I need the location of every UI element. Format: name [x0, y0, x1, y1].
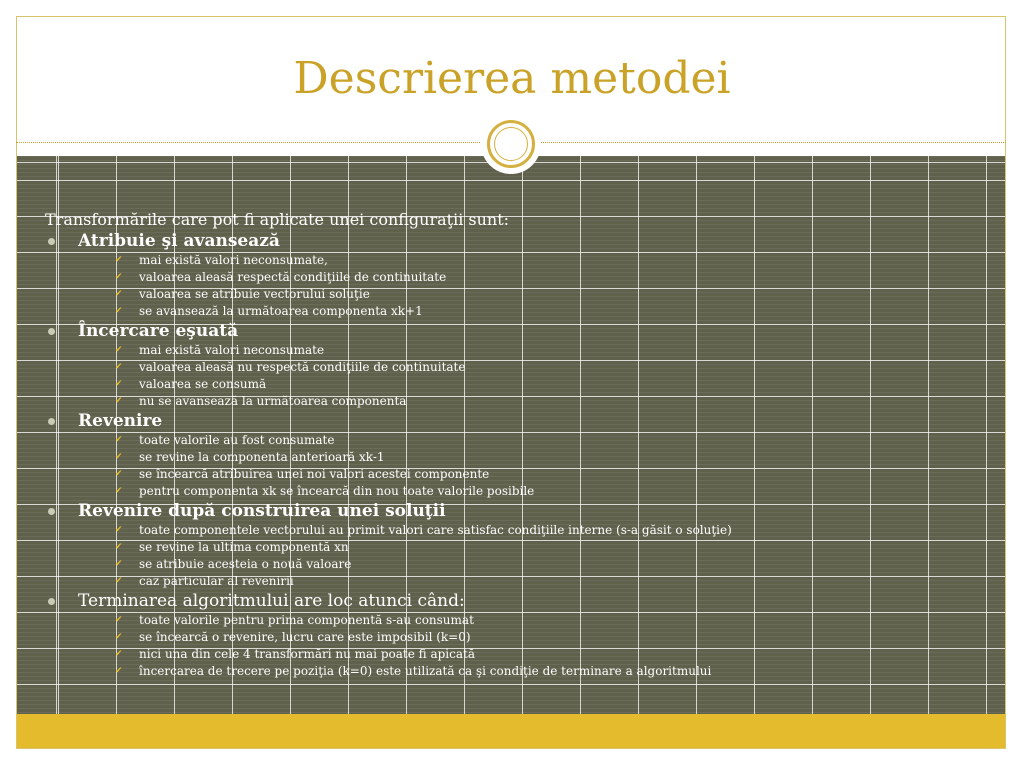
arrow-bullet-icon: ✔ — [115, 632, 123, 642]
list-item — [45, 539, 985, 556]
list-item-text: nici una din cele 4 transformări nu mai poate fi apicată — [139, 647, 475, 661]
arrow-bullet-icon: ✔ — [115, 362, 123, 372]
list-item-text: valoarea aleasă nu respectă condiţiile de continuitate — [139, 360, 466, 374]
list-item — [45, 483, 985, 500]
arrow-bullet-icon: ✔ — [115, 345, 123, 355]
list-item — [45, 663, 985, 680]
list-item — [45, 393, 985, 410]
list-item — [45, 573, 985, 590]
list-item — [45, 466, 985, 483]
list-item — [45, 342, 985, 359]
sections-list — [45, 230, 985, 680]
intro-text: Transformările care pot fi aplicate unei configuraţii sunt: — [45, 210, 510, 229]
arrow-bullet-icon: ✔ — [115, 272, 123, 282]
list-item — [45, 303, 985, 320]
list-item — [45, 376, 985, 393]
section-heading — [45, 320, 985, 342]
list-item — [45, 432, 985, 449]
arrow-bullet-icon: ✔ — [115, 289, 123, 299]
arrow-bullet-icon: ✔ — [115, 255, 123, 265]
arrow-bullet-icon: ✔ — [115, 666, 123, 676]
section-label: Atribuie şi avansează — [78, 231, 280, 251]
arrow-bullet-icon: ✔ — [115, 559, 123, 569]
arrow-bullet-icon: ✔ — [115, 379, 123, 389]
arrow-bullet-icon: ✔ — [115, 396, 123, 406]
section-heading — [45, 410, 985, 432]
list-item-text: valoarea se consumă — [139, 377, 267, 391]
list-item-text: valoarea aleasă respectă condiţiile de continuitate — [139, 270, 447, 284]
list-item-text: toate valorile au fost consumate — [139, 433, 335, 447]
round-bullet-icon — [48, 418, 55, 425]
list-item — [45, 449, 985, 466]
slide-content — [45, 210, 985, 680]
list-item — [45, 612, 985, 629]
list-item-text: se încearcă atribuirea unei noi valori acestei componente — [139, 467, 490, 481]
list-item-text: toate valorile pentru prima componentă s-au consumat — [139, 613, 474, 627]
list-item-text: caz particular al revenirii — [139, 574, 294, 588]
section-heading — [45, 500, 985, 522]
list-item-text: valoarea se atribuie vectorului soluţie — [139, 287, 370, 301]
arrow-bullet-icon: ✔ — [115, 435, 123, 445]
list-item-text: se încearcă o revenire, lucru care este imposibil (k=0) — [139, 630, 471, 644]
arrow-bullet-icon: ✔ — [115, 542, 123, 552]
arrow-bullet-icon: ✔ — [115, 452, 123, 462]
list-item — [45, 629, 985, 646]
list-item — [45, 286, 985, 303]
round-bullet-icon — [48, 238, 55, 245]
list-item-text: se atribuie acesteia o nouă valoare — [139, 557, 352, 571]
list-item — [45, 269, 985, 286]
arrow-bullet-icon: ✔ — [115, 576, 123, 586]
section-heading — [45, 230, 985, 252]
section-label: Revenire — [78, 411, 163, 431]
section-label: Revenire după construirea unei soluţii — [78, 501, 446, 521]
list-item-text: se revine la componenta anterioară xk-1 — [139, 450, 385, 464]
footer-bar — [17, 714, 1005, 748]
round-bullet-icon — [48, 598, 55, 605]
list-item — [45, 252, 985, 269]
list-item — [45, 646, 985, 663]
section-label: Încercare eşuată — [78, 321, 239, 341]
arrow-bullet-icon: ✔ — [115, 649, 123, 659]
round-bullet-icon — [48, 328, 55, 335]
slide-title: Descrierea metodei — [293, 53, 731, 104]
list-item — [45, 359, 985, 376]
list-item-text: se revine la ultima componentă xn — [139, 540, 349, 554]
arrow-bullet-icon: ✔ — [115, 525, 123, 535]
arrow-bullet-icon: ✔ — [115, 615, 123, 625]
ring-ornament-core — [494, 127, 528, 161]
list-item-text: nu se avansează la următoarea componenta — [139, 394, 407, 408]
list-item-text: mai există valori neconsumate — [139, 343, 325, 357]
list-item — [45, 522, 985, 539]
list-item-text: încercarea de trecere pe poziţia (k=0) este utilizată ca şi condiţie de terminare a algoritmului — [139, 664, 712, 678]
list-item — [45, 556, 985, 573]
list-item-text: toate componentele vectorului au primit valori care satisfac condiţiile interne (s-a găsit o soluţie) — [139, 523, 732, 537]
arrow-bullet-icon: ✔ — [115, 486, 123, 496]
list-item-text: pentru componenta xk se încearcă din nou toate valorile posibile — [139, 484, 535, 498]
list-item-text: se avansează la următoarea componenta xk+1 — [139, 304, 423, 318]
arrow-bullet-icon: ✔ — [115, 469, 123, 479]
round-bullet-icon — [48, 508, 55, 515]
arrow-bullet-icon: ✔ — [115, 306, 123, 316]
list-item-text: mai există valori neconsumate, — [139, 253, 328, 267]
section-heading — [45, 590, 985, 612]
section-label: Terminarea algoritmului are loc atunci când: — [78, 591, 465, 611]
